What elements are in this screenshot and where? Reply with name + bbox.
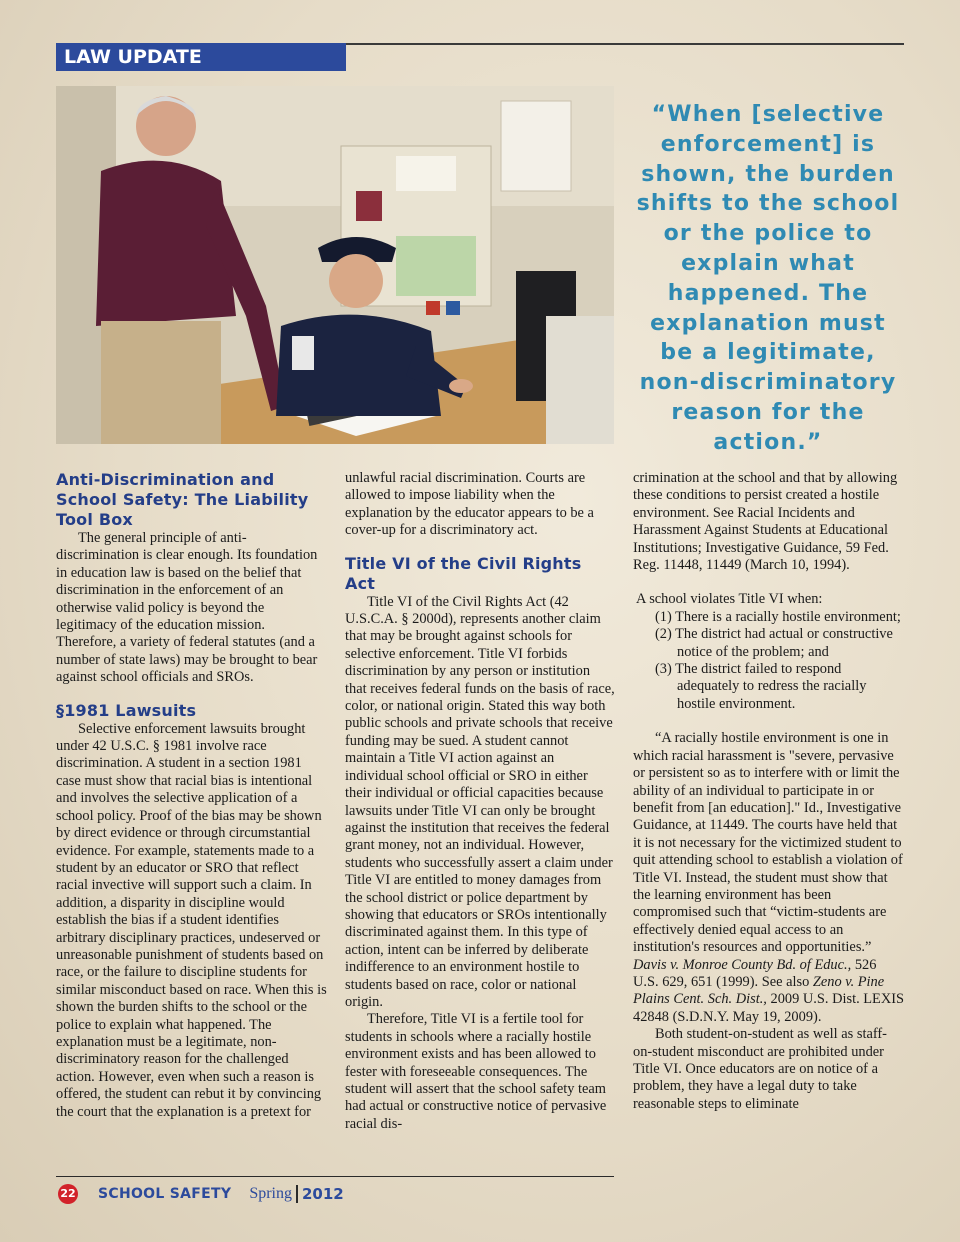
section-label: LAW UPDATE	[56, 43, 346, 71]
page-number: 22	[58, 1184, 78, 1204]
text-span: “A racially hostile environment is one in which racial harassment is "severe, pervasive or persistent so as to interfere with or limit the ability of an individual to participate in or benefit from [an education]." Id., Investigative Guidance, at 11449. The courts have held that it is not necessary for the victimized student to quit attending school to establish a violation of Title VI. Instead, the student must show that the learning environment has been compromised such that “victim-students are effectively denied equal access to an institution's resources and opportunities.”	[633, 730, 903, 956]
column-2	[345, 470, 615, 1133]
section-heading-title-vi: Title VI of the Civil Rights Act	[345, 553, 582, 593]
paragraph: unlawful racial discrimination. Courts are allowed to impose liability when the explanation by the educator appears to be a cover-up for a discriminatory act.	[345, 470, 594, 539]
paragraph: Title VI of the Civil Rights Act (42 U.S.C.A. § 2000d), represents another claim that may be brought against schools for selective enforcement. Title VI forbids discrimination by any person or institution that receives federal funds on the basis of race, color, or national origin. Stated this way both public schools and private schools that receive funding may be sued. A student cannot maintain a Title VI action against an individual school official or SRO in either their individual or official capacities because lawsuits under Title VI can only be brought against the institution that receives the federal grant money, not an individual. However, students who successfully assert a claim under Title VI are entitled to money damages from the school district or police department by showing that educators or SROs intentionally discriminated against them. In this type of action, intent can be inferred by deliberate indifference to an environment hostile to students based on race, color or national origin.	[345, 593, 615, 1010]
column-3	[633, 470, 905, 1113]
photo-illustration	[56, 86, 614, 444]
paragraph: Therefore, Title VI is a fertile tool for students in schools where a racially hostile environment exists and has been allowed to fester with foreseeable consequences. The student will assert that the school safety team had actual or constructive notice of pervasive racial dis-	[345, 1011, 607, 1132]
paragraph	[633, 730, 905, 1026]
text-span: 526 U.S. 629, 651 (1999). See also	[633, 956, 877, 990]
text-span: 2009 U.S. Dist. LEXIS 42848 (S.D.N.Y. May 19, 2009).	[633, 991, 905, 1025]
section-heading-1981: §1981 Lawsuits	[56, 700, 197, 720]
column-1	[56, 470, 328, 1121]
list-intro: A school violates Title VI when:	[636, 591, 823, 608]
list-item: (1) There is a racially hostile environment;	[655, 608, 901, 625]
pull-quote: “When [selective enforcement] is shown, the burden shifts to the school or the police to explain what happened. The explanation must be a legitimate, non-discriminatory reason for the action.”	[636, 102, 900, 455]
case-citation: Davis v. Monroe County Bd. of Educ.,	[633, 956, 852, 973]
article-photo	[56, 86, 614, 444]
article-heading: Anti-Discrimination and School Safety: The Liability Tool Box	[56, 470, 309, 529]
publication-name: SCHOOL SAFETY	[98, 1186, 232, 1202]
case-citation: Zeno v. Pine Plains Cent. Sch. Dist.,	[633, 973, 885, 1008]
list-item: (3) The district failed to respond adequately to redress the racially hostile environment.	[655, 661, 867, 712]
footer-rule	[56, 1176, 614, 1177]
paragraph: The general principle of anti-discrimination is clear enough. Its foundation in education law is based on the belief that discrimination in the enforcement of an otherwise valid policy is beyond the legitimacy of the education mission. Therefore, a variety of federal statutes (and a number of state laws) may be brought to bear against school officials and SROs.	[56, 530, 318, 686]
issue-year: 2012	[301, 1185, 344, 1203]
paragraph: crimination at the school and that by allowing these conditions to persist created a hostile environment. See Racial Incidents and Harassment Against Students at Educational Institutions; Investigative Guidance, 59 Fed. Reg. 11448, 11449 (March 10, 1994).	[633, 470, 898, 574]
issue-season: Spring	[249, 1185, 292, 1202]
violation-list	[633, 591, 905, 713]
paragraph: Both student-on-student as well as staff-on-student misconduct are prohibited under Title VI. Once educators are on notice of a problem, they have a legal duty to take reasonable steps to eliminate	[633, 1026, 887, 1112]
footer-divider	[296, 1185, 298, 1203]
page-footer	[58, 1184, 344, 1204]
list-item: (2) The district had actual or constructive notice of the problem; and	[655, 626, 893, 660]
paragraph: Selective enforcement lawsuits brought under 42 U.S.C. § 1981 involve race discrimination. A student in a section 1981 case must show that racial bias is intentional and involves the selective application of a school policy. Proof of the bias may be shown by direct evidence or through circumstantial evidence. For example, statements made to a student by an educator or SRO that reflect racial invective will support such a claim. In addition, a disparity in discipline would establish the bias if a student identifies arbitrary disciplinary practices, undeserved or unreasonable punishment of students based on race, or the failure to discipline students for similar misconduct based on race. When this is shown the burden shifts to the school or the police to explain what happened. The explanation must be a legitimate, non-discriminatory reason for the challenged action. However, even when such a reason is offered, the student can rebut it by convincing the court that the explanation is a pretext for	[56, 720, 327, 1120]
